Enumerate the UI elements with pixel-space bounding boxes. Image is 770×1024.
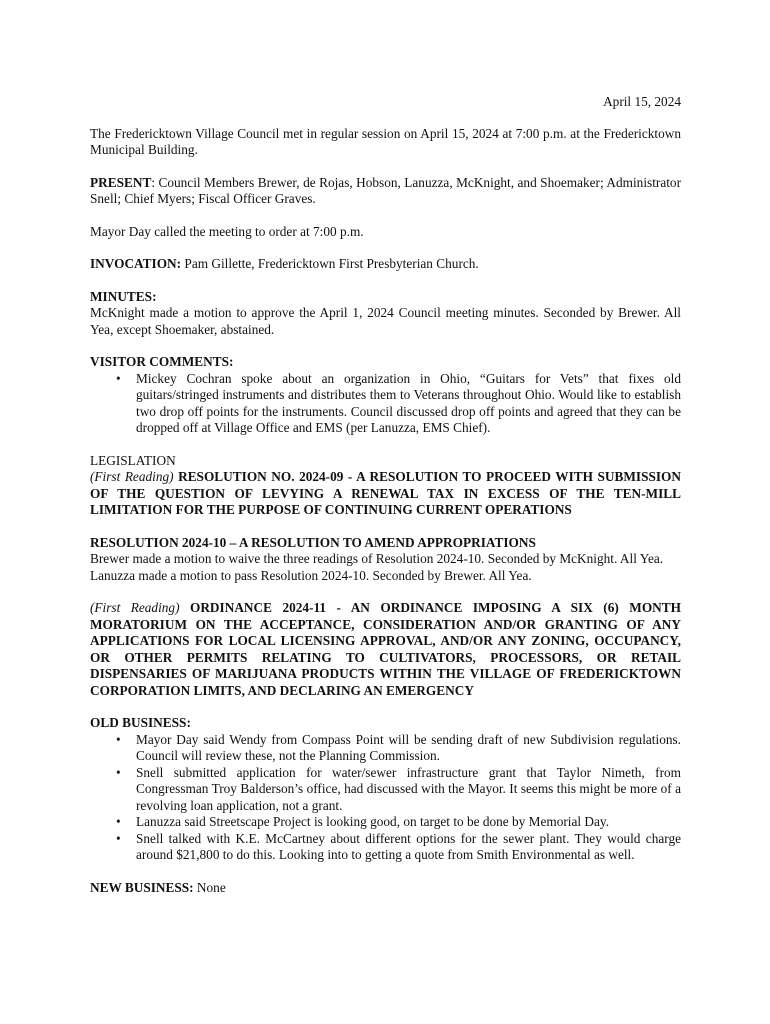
resolution-title: RESOLUTION NO. 2024-09 - A RESOLUTION TO PROCEED WITH SUBMISSION OF THE QUESTION OF LEVYING A RENEWAL TAX IN EXCESS OF THE TEN-MILL LIMITATION FOR THE PURPOSE OF CONTINUING CURRENT OPERATIONS bbox=[90, 469, 681, 517]
legislation-heading: LEGISLATION bbox=[90, 452, 176, 468]
reading-label: (First Reading) bbox=[90, 469, 174, 484]
resolution-2024-10-section bbox=[90, 535, 681, 585]
present-label: PRESENT bbox=[90, 174, 152, 190]
list-item: • Mickey Cochran spoke about an organization in Ohio, “Guitars for Vets” that fixes old guitars/stringed instruments and distributes them to Veterans throughout Ohio. Would like to establish two drop off points for the instruments. Council discussed drop off points and agreed that they can be dropped off at Village Office and EMS (per Lanuzza, EMS Chief). bbox=[136, 371, 681, 437]
legislation-section bbox=[90, 453, 681, 519]
meeting-date: April 15, 2024 bbox=[603, 94, 681, 109]
minutes-heading: MINUTES: bbox=[90, 288, 157, 304]
visitor-comments-heading: VISITOR COMMENTS: bbox=[90, 354, 234, 369]
list-item: • Snell talked with K.E. McCartney about different options for the sewer plant. They would charge around $21,800 to do this. Looking into to getting a quote from Smith Environmental as well. bbox=[136, 831, 681, 864]
new-business-paragraph bbox=[90, 880, 681, 897]
resolution-2024-10-title: RESOLUTION 2024-10 – A RESOLUTION TO AMEND APPROPRIATIONS bbox=[90, 534, 536, 550]
ordinance-title: ORDINANCE 2024-11 - AN ORDINANCE IMPOSING A SIX (6) MONTH MORATORIUM ON THE ACCEPTANCE, CONSIDERATION AND/OR GRANTING OF ANY APPLICATIONS FOR LOCAL LICENSING APPROVAL, AND/OR ANY ZONING, OCCUPANCY, OR OTHER PERMITS RELATING TO CULTIVATORS, PROCESSORS, OR RETAIL DISPENSARIES OF MARIJUANA PRODUCTS WITHIN THE VILLAGE OF FREDERICKTOWN CORPORATION LIMITS, AND DECLARING AN EMERGENCY bbox=[90, 600, 681, 698]
resolution-2024-09 bbox=[90, 469, 681, 519]
invocation-text: Pam Gillette, Fredericktown First Presbyterian Church. bbox=[181, 256, 479, 271]
list-item: • Mayor Day said Wendy from Compass Point will be sending draft of new Subdivision regulations. Council will review these, not the Planning Commission. bbox=[136, 732, 681, 765]
intro-paragraph: The Fredericktown Village Council met in regular session on April 15, 2024 at 7:00 p.m. at the Fredericktown Municipal Building. bbox=[90, 125, 681, 157]
present-paragraph bbox=[90, 175, 681, 208]
minutes-text: McKnight made a motion to approve the April 1, 2024 Council meeting minutes. Seconded by Brewer. All Yea, except Shoemaker, abstained. bbox=[90, 305, 681, 337]
minutes-section bbox=[90, 289, 681, 339]
old-business-heading: OLD BUSINESS: bbox=[90, 715, 191, 730]
reading-label: (First Reading) bbox=[90, 600, 180, 615]
new-business-text: None bbox=[193, 879, 226, 895]
invocation-label: INVOCATION: bbox=[90, 256, 182, 271]
resolution-2024-10-motion-1: Brewer made a motion to waive the three readings of Resolution 2024-10. Seconded by McKnight. All Yea. bbox=[90, 551, 664, 566]
old-business-list bbox=[90, 732, 681, 864]
invocation-paragraph bbox=[90, 256, 681, 273]
visitor-comments-section bbox=[90, 354, 681, 437]
list-item: • Lanuzza said Streetscape Project is looking good, on target to be done by Memorial Day. bbox=[136, 814, 681, 831]
new-business-label: NEW BUSINESS: bbox=[90, 879, 194, 895]
minutes-body bbox=[90, 94, 681, 896]
resolution-2024-10-motion-2: Lanuzza made a motion to pass Resolution 2024-10. Seconded by Brewer. All Yea. bbox=[90, 567, 532, 583]
old-business-section bbox=[90, 715, 681, 864]
list-item: • Snell submitted application for water/sewer infrastructure grant that Taylor Nimeth, from Congressman Troy Balderson’s office, had discussed with the Mayor. It seems this might be more of a revolving loan application, not a grant. bbox=[136, 765, 681, 815]
ordinance-2024-11 bbox=[90, 600, 681, 699]
present-text: : Council Members Brewer, de Rojas, Hobson, Lanuzza, McKnight, and Shoemaker; Administrator Snell; Chief Myers; Fiscal Officer Graves. bbox=[90, 174, 681, 206]
visitor-comments-list bbox=[90, 371, 681, 437]
call-to-order: Mayor Day called the meeting to order at 7:00 p.m. bbox=[90, 223, 364, 239]
